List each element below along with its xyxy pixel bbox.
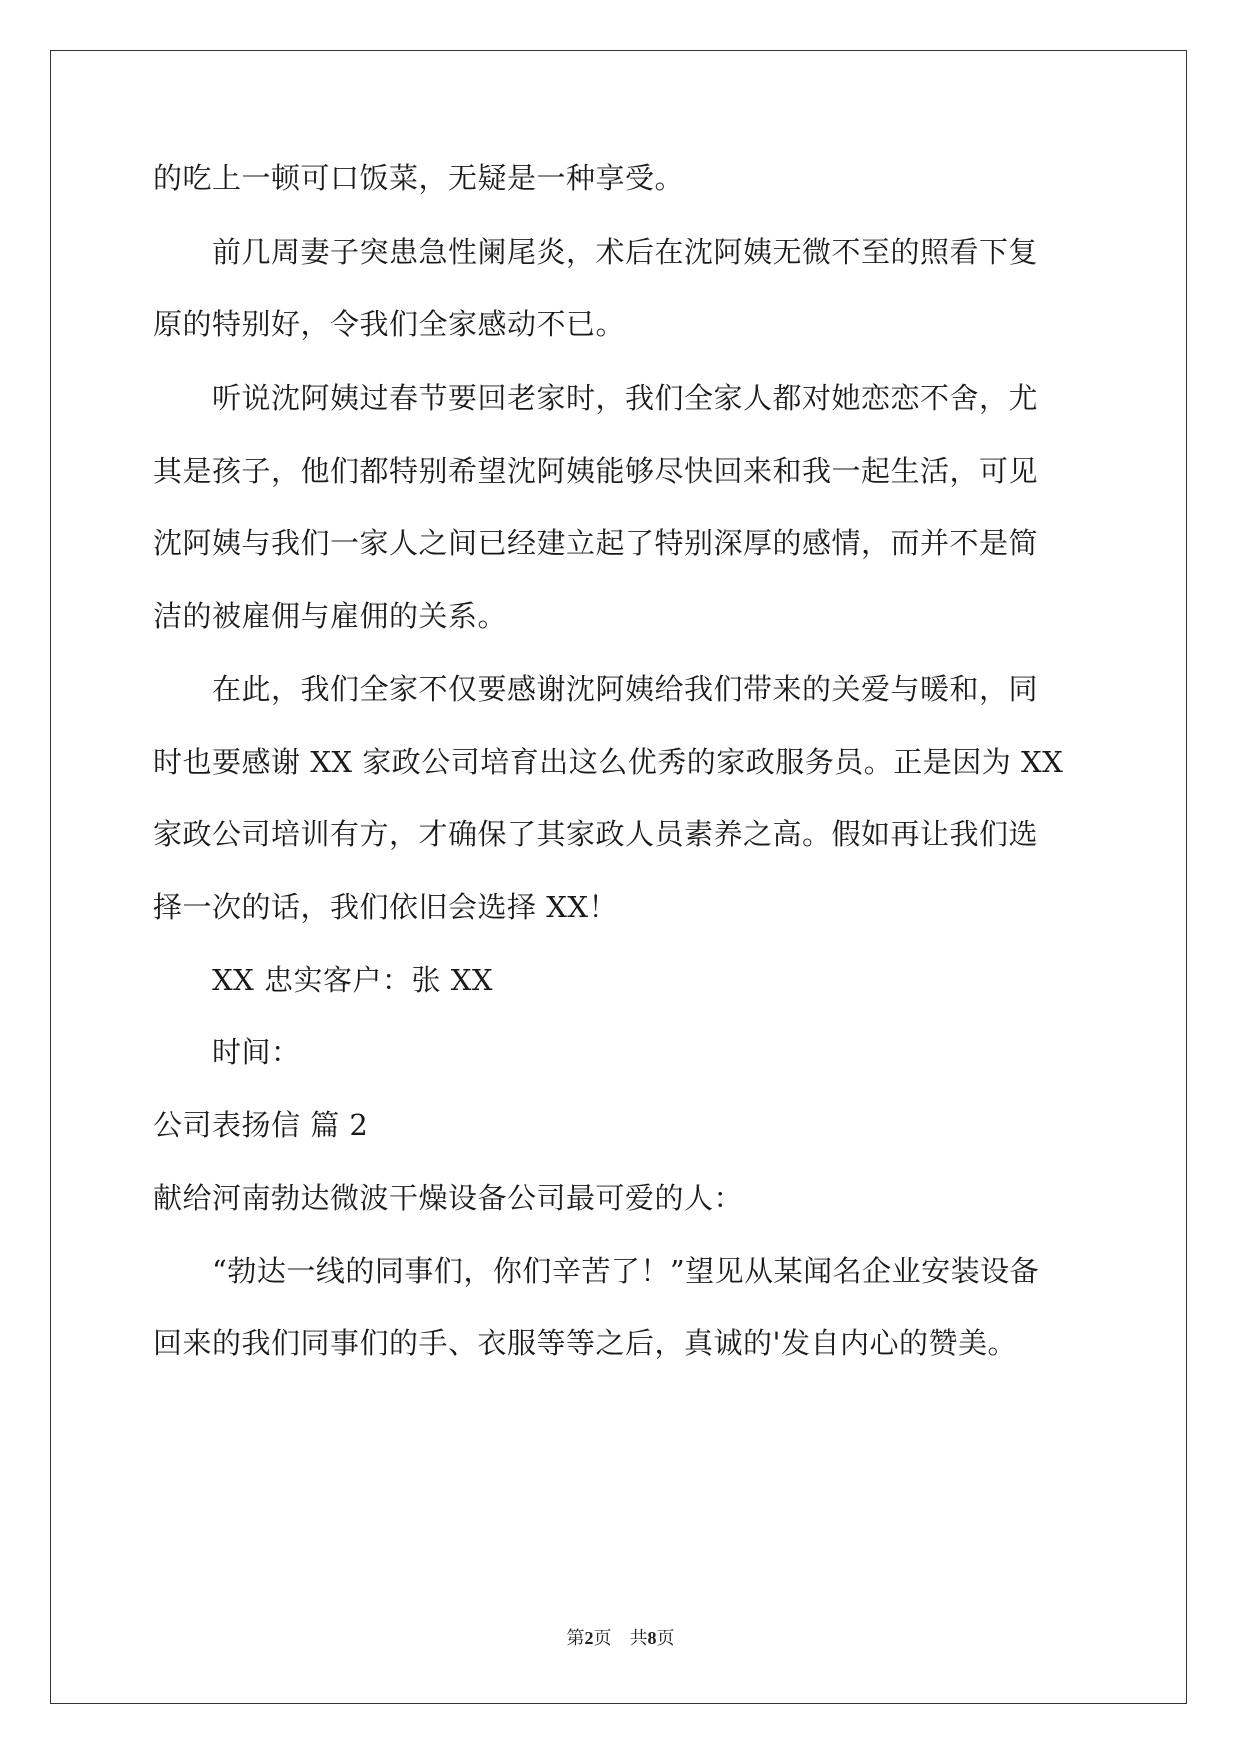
text-line: 前几周妻子突患急性阑尾炎，术后在沈阿姨无微不至的照看下复	[153, 235, 1039, 269]
text-line: 原的特别好，令我们全家感动不已。	[153, 307, 626, 341]
text-line: 其是孩子，他们都特别希望沈阿姨能够尽快回来和我一起生活，可见	[153, 454, 1039, 488]
text-line: 献给河南勃达微波干燥设备公司最可爱的人：	[153, 1181, 744, 1215]
section-heading: 公司表扬信 篇 2	[153, 1108, 369, 1142]
footer-middle: 页 共	[593, 1628, 648, 1649]
text-line: 的吃上一顿可口饭菜，无疑是一种享受。	[153, 161, 685, 195]
text-line: “勃达一线的同事们，你们辛苦了！”望见从某闻名企业安装设备	[153, 1254, 1040, 1288]
footer-prefix: 第	[566, 1628, 585, 1649]
text-line: 家政公司培训有方，才确保了其家政人员素养之高。假如再让我们选	[153, 817, 1039, 851]
total-pages-number: 8	[647, 1628, 657, 1648]
text-line: 沈阿姨与我们一家人之间已经建立起了特别深厚的感情，而并不是简	[153, 526, 1039, 560]
text-line: 回来的我们同事们的手、衣服等等之后，真诚的'发自内心的赞美。	[153, 1326, 1017, 1360]
current-page-number: 2	[584, 1628, 594, 1648]
text-line: 听说沈阿姨过春节要回老家时，我们全家人都对她恋恋不舍，尤	[153, 381, 1039, 415]
footer-suffix: 页	[656, 1628, 675, 1649]
text-line: 时也要感谢 XX 家政公司培育出这么优秀的家政服务员。正是因为 XX	[153, 745, 1064, 779]
text-line: 在此，我们全家不仅要感谢沈阿姨给我们带来的关爱与暖和，同	[153, 672, 1039, 706]
text-line: XX 忠实客户：张 XX	[153, 963, 494, 997]
page-footer	[0, 1624, 1241, 1650]
page-border	[50, 50, 1187, 1704]
text-line: 洁的被雇佣与雇佣的关系。	[153, 599, 508, 633]
text-line: 择一次的话，我们依旧会选择 XX！	[153, 890, 619, 924]
text-line: 时间：	[153, 1035, 301, 1069]
